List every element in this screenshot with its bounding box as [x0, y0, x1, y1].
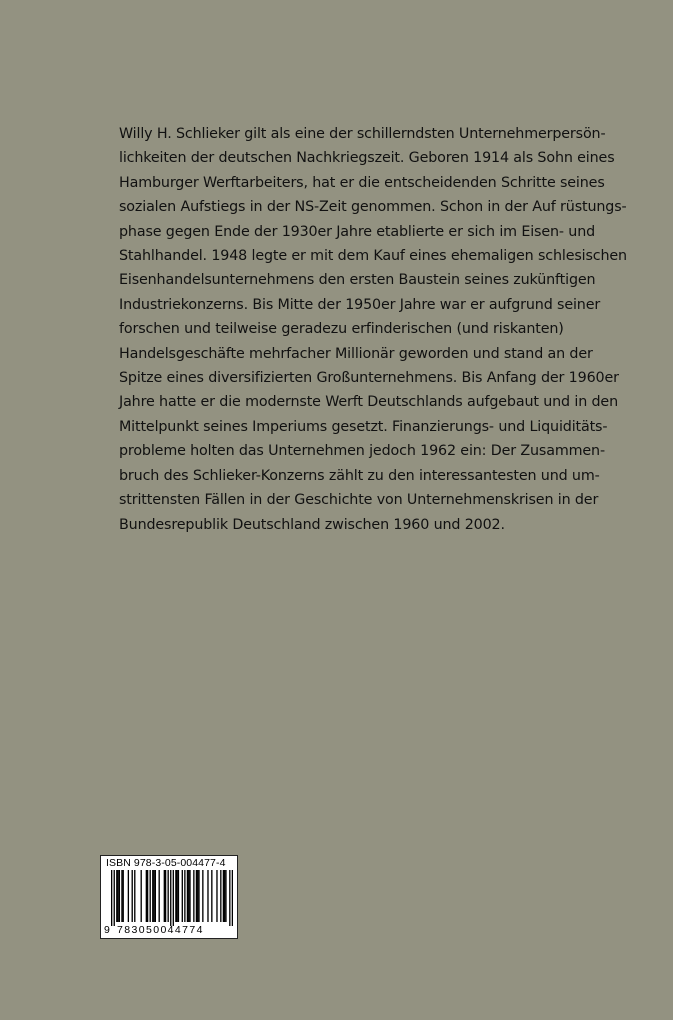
back-cover-blurb	[119, 122, 627, 537]
barcode-bar	[141, 870, 142, 922]
isbn-barcode	[100, 855, 238, 939]
isbn-label: ISBN 978-3-05-004477-4	[106, 857, 226, 869]
barcode-bar	[220, 870, 221, 922]
blurb-line: Stahlhandel. 1948 legte er mit dem Kauf eines ehemaligen schlesischen	[119, 248, 627, 265]
barcode-guard-bar	[170, 870, 171, 926]
blurb-line: Eisenhandelsunternehmens den ersten Baustein seines zukünftigen	[119, 272, 596, 289]
barcode-bar	[117, 870, 118, 922]
barcode-bar	[225, 870, 226, 922]
barcode-bar	[116, 870, 117, 922]
barcode-bar	[132, 870, 133, 922]
barcode-guard-bar	[232, 870, 233, 926]
blurb-line: Bundesrepublik Deutschland zwischen 1960 und 2002.	[119, 516, 505, 533]
blurb-line: Jahre hatte er die modernste Werft Deutschlands aufgebaut und in den	[119, 394, 618, 411]
barcode-bars	[111, 870, 233, 926]
barcode-bar	[189, 870, 190, 922]
barcode-bar	[175, 870, 176, 922]
barcode-bar	[119, 870, 120, 922]
barcode-bar	[176, 870, 177, 922]
barcode-bar	[123, 870, 124, 922]
blurb-line: Willy H. Schlieker gilt als eine der schillerndsten Unternehmerpersön-	[119, 126, 606, 142]
barcode-bar	[159, 870, 160, 922]
blurb-line: Hamburger Werftarbeiters, hat er die entscheidenden Schritte seines	[119, 174, 605, 191]
barcode-bar	[224, 870, 225, 922]
barcode-bar	[164, 870, 165, 922]
barcode-bar	[223, 870, 224, 922]
barcode-bar	[128, 870, 129, 922]
barcode-guard-bar	[111, 870, 112, 926]
barcode-bar	[150, 870, 151, 922]
barcode-bar	[187, 870, 188, 922]
barcode-digits: 783050044774	[117, 924, 204, 936]
barcode-lead-digit: 9	[104, 924, 110, 936]
barcode-bar	[196, 870, 197, 922]
blurb-line: forschen und teilweise geradezu erfinderischen (und riskanten)	[119, 321, 564, 338]
barcode-bar	[152, 870, 153, 922]
barcode-bar	[178, 870, 179, 922]
blurb-line: Handelsgeschäfte mehrfacher Millionär geworden und stand an der	[119, 345, 593, 362]
barcode-bar	[147, 870, 148, 922]
barcode-bar	[188, 870, 189, 922]
barcode-bar	[165, 870, 166, 922]
barcode-bar	[146, 870, 147, 922]
blurb-line: phase gegen Ende der 1930er Jahre etablierte er sich im Eisen- und	[119, 223, 596, 240]
barcode-bar	[198, 870, 199, 922]
barcode-bar	[193, 870, 194, 922]
barcode-guard-bar	[229, 870, 230, 926]
barcode-bar	[121, 870, 122, 922]
blurb-line: lichkeiten der deutschen Nachkriegszeit. Geboren 1914 als Sohn eines	[119, 150, 615, 167]
barcode-guard-bar	[173, 870, 174, 926]
blurb-line: strittensten Fällen in der Geschichte von Unternehmenskrisen in der	[119, 492, 599, 509]
barcode-bar	[207, 870, 208, 922]
blurb-line: probleme holten das Unternehmen jedoch 1962 ein: Der Zusammen-	[119, 443, 605, 460]
blurb-line: Mittelpunkt seines Imperiums gesetzt. Finanzierungs- und Liquiditäts-	[119, 418, 608, 435]
barcode-bar	[211, 870, 212, 922]
barcode-bar	[155, 870, 156, 922]
blurb-line: bruch des Schlieker-Konzerns zählt zu den interessantesten und um-	[119, 467, 600, 484]
barcode-bar	[153, 870, 154, 922]
blurb-line: sozialen Aufstiegs in der NS-Zeit genommen. Schon in der Auf rüstungs-	[119, 199, 627, 216]
barcode-bar	[216, 870, 217, 922]
barcode-bar	[182, 870, 183, 922]
barcode-bar	[197, 870, 198, 922]
blurb-line: Spitze eines diversifizierten Großunternehmens. Bis Anfang der 1960er	[119, 370, 619, 387]
barcode-bar	[134, 870, 135, 922]
barcode-guard-bar	[114, 870, 115, 926]
barcode-bar	[168, 870, 169, 922]
barcode-bar	[202, 870, 203, 922]
blurb-line: Industriekonzerns. Bis Mitte der 1950er Jahre war er aufgrund seiner	[119, 296, 601, 313]
barcode-bar	[184, 870, 185, 922]
